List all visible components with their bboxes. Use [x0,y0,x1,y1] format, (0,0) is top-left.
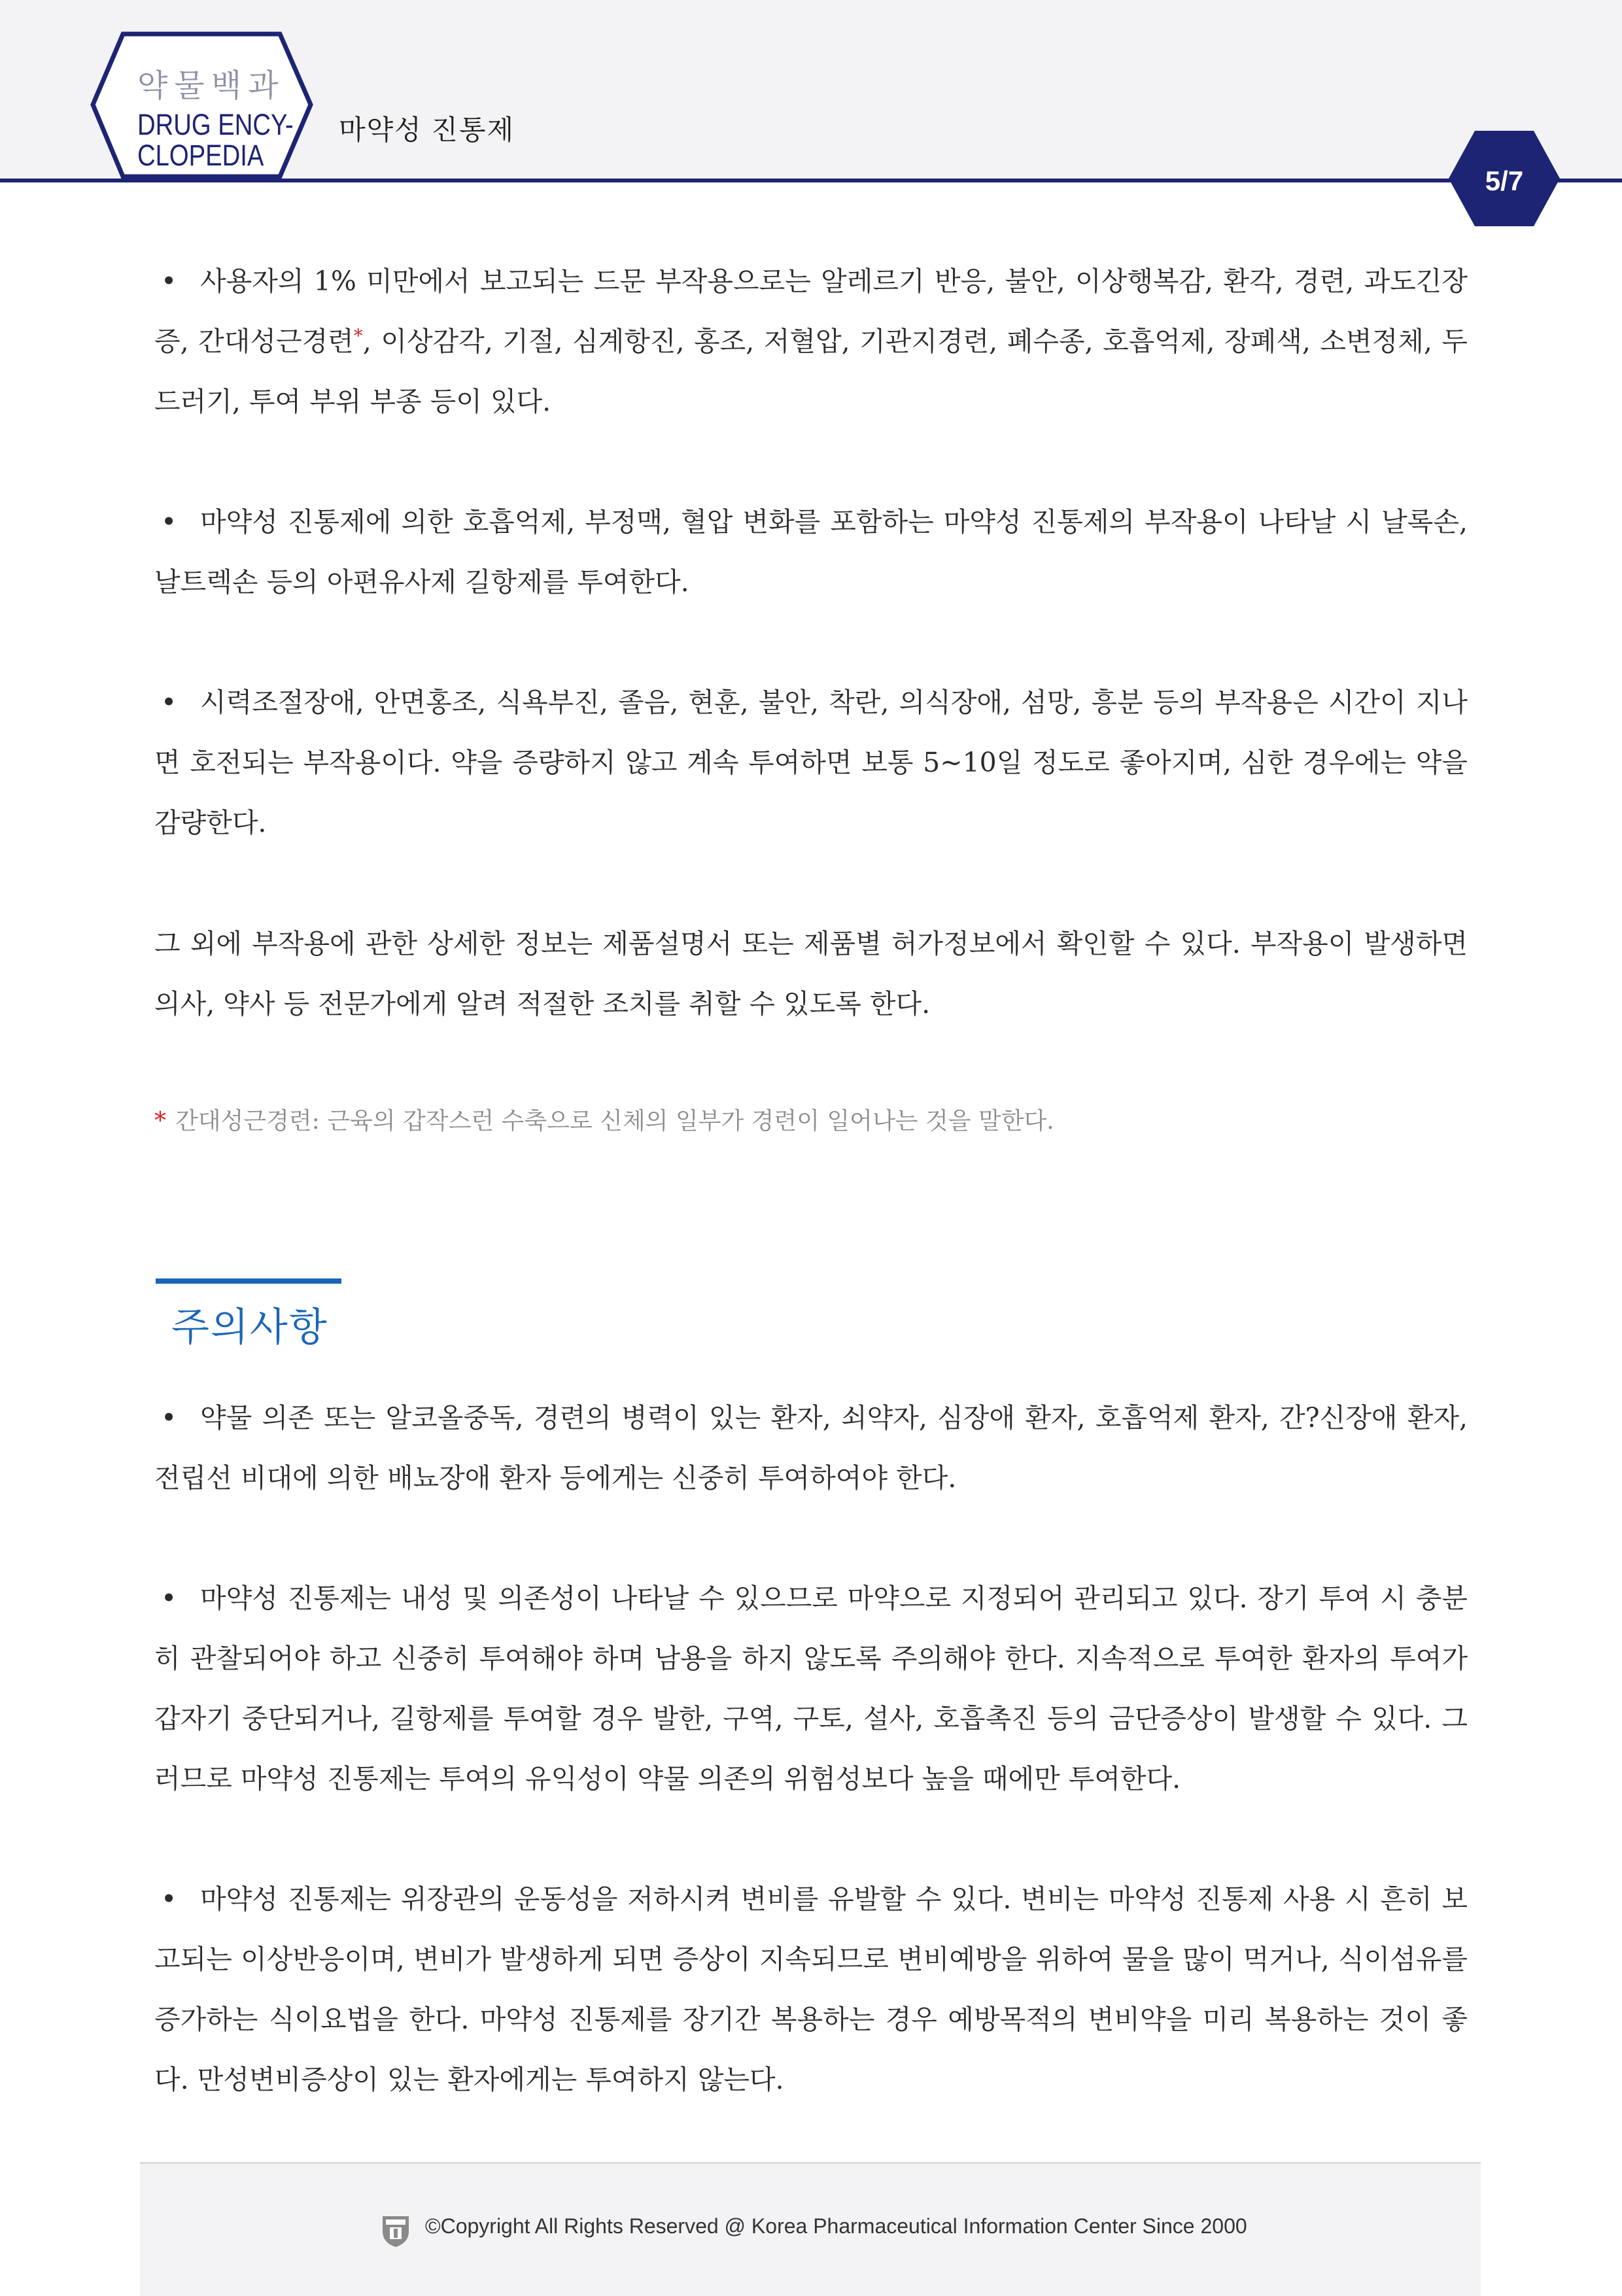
document-title: 마약성 진통제 [339,114,515,145]
section-accent-bar [156,1278,341,1284]
logo-english-line1: DRUG ENCY- [137,108,294,141]
side-effect-paragraph-3: • 시력조절장애, 안면홍조, 식욕부진, 졸음, 현훈, 불안, 착란, 의식장애, 섬망, 흥분 등의 부작용은 시간이 지나면 호전되는 부작용이다. 약을 증량하지 않고 계속 투여하면 보통 5~10일 정도로 좋아지며, 심한 경우에는 약을 감량한다. [154,672,1468,853]
logo-korean: 약물백과 [137,69,285,103]
precaution-paragraph-1: • 약물 의존 또는 알코올중독, 경련의 병력이 있는 환자, 쇠약자, 심장애 환자, 호흡억제 환자, 간?신장애 환자, 전립선 비대에 의한 배뇨장애 환자 등에게는 신중히 투여하여야 한다. [154,1388,1468,1508]
bullet-mark: • [161,1883,177,1915]
institution-crest-icon [381,2214,411,2248]
page-number: 5/7 [1485,165,1524,196]
bullet-mark: • [161,1402,177,1433]
copyright-text: ©Copyright All Rights Reserved @ Korea Pharmaceutical Information Center Since 2000 [425,2214,1247,2238]
precaution-paragraph-2: • 마약성 진통제는 내성 및 의존성이 나타날 수 있으므로 마약으로 지정되어 관리되고 있다. 장기 투여 시 충분히 관찰되어야 하고 신중히 투여해야 하며 남용을 하지 않도록 주의해야 한다. 지속적으로 투여한 환자의 투여가 갑자기 중단되거나, 길항제를 투여할 경우 발한, 구역, 구토, 설사, 호흡촉진 등의 금단증상이 발생할 수 있다. 그러므로 마약성 진통제는 투여의 유익성이 약물 의존의 위험성보다 높을 때에만 투여한다. [154,1568,1468,1809]
section-title: 주의사항 [171,1305,328,1349]
logo-english-line2: CLOPEDIA [137,139,264,172]
precaution-paragraph-3: • 마약성 진통제는 위장관의 운동성을 저하시켜 변비를 유발할 수 있다. 변비는 마약성 진통제 사용 시 흔히 보고되는 이상반응이며, 변비가 발생하게 되면 증상이 지속되므로 변비예방을 위하여 물을 많이 먹거나, 식이섬유를 증가하는 식이요법을 한다. 마약성 진통제를 장기간 복용하는 경우 예방목적의 변비약을 미리 복용하는 것이 좋다. 만성변비증상이 있는 환자에게는 투여하지 않는다. [154,1869,1468,2110]
bullet-mark: • [161,687,177,718]
footnote-marker: * [154,1108,166,1135]
side-effect-paragraph-1: • 사용자의 1% 미만에서 보고되는 드문 부작용으로는 알레르기 반응, 불안, 이상행복감, 환각, 경련, 과도긴장증, 간대성근경련*, 이상감각, 기절, 심계항진, 홍조, 저혈압, 기관지경련, 폐수종, 호흡억제, 장폐색, 소변정체, 두드러기, 투여 부위 부종 등이 있다. [154,251,1468,432]
bullet-mark: • [161,506,177,538]
bullet-mark: • [161,1583,177,1614]
footnote: * 간대성근경련: 근육의 갑작스런 수축으로 신체의 일부가 경련이 일어나는 것을 말한다. [154,1108,1054,1135]
bullet-mark: • [161,266,177,297]
side-effect-paragraph-4: 그 외에 부작용에 관한 상세한 정보는 제품설명서 또는 제품별 허가정보에서 확인할 수 있다. 부작용이 발생하면 의사, 약사 등 전문가에게 알려 적절한 조치를 취할 수 있도록 한다. [154,928,1468,1019]
footnote-marker: * [353,325,363,347]
side-effect-paragraph-2: • 마약성 진통제에 의한 호흡억제, 부정맥, 혈압 변화를 포함하는 마약성 진통제의 부작용이 나타날 시 날록손, 날트렉손 등의 아편유사제 길항제를 투여한다. [154,492,1468,612]
